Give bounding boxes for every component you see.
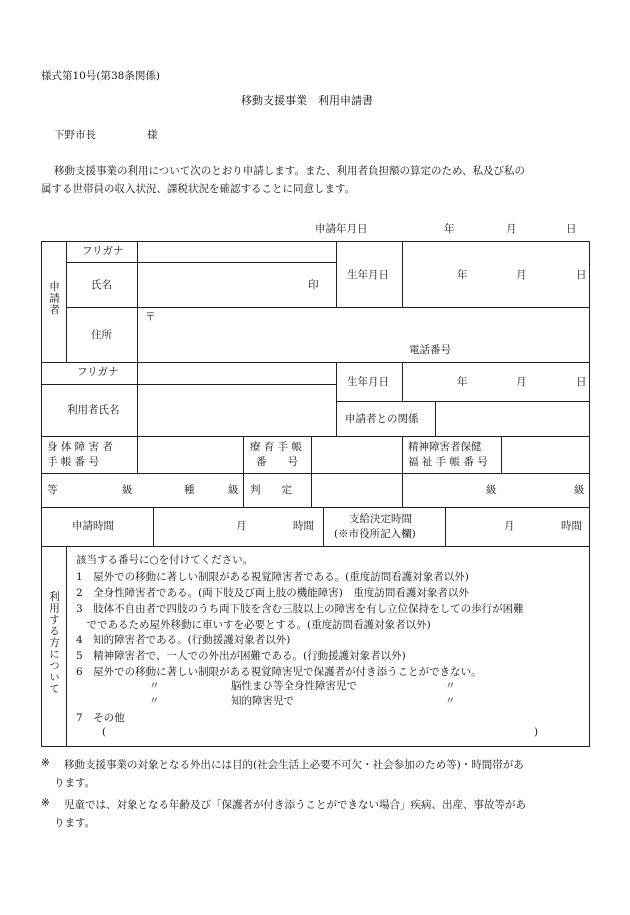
date-day-label: 日	[566, 223, 577, 235]
request-month-unit: 月	[236, 520, 247, 532]
birth-day-label: 日	[576, 269, 587, 281]
date-month-label: 月	[506, 223, 517, 235]
judgment-label: 判 定	[250, 484, 292, 496]
relation-label: 申請者との関係	[345, 413, 419, 425]
ditto-mark-a1: 〃	[149, 680, 160, 692]
user-name-label: 利用者氏名	[67, 404, 120, 416]
eligibility-item-5: 5 精神障害者で、一人での外出が困難である。(行動援護対象者以外)	[76, 650, 406, 662]
user-furigana-label: フリガナ	[77, 366, 119, 378]
mental-grade-unit-1: 級	[486, 484, 497, 496]
request-hours-unit: 時間	[293, 520, 314, 532]
eligibility-item-2: 2 全身性障害者である。(両下肢及び両上肢の機能障害) 重度訪問看護対象者以外	[76, 587, 469, 599]
grade-row-label: 等	[47, 484, 58, 496]
ditto-mark-b1: 〃	[149, 695, 160, 707]
decided-time-label: 支給決定時間	[349, 513, 412, 525]
eligibility-item-3: 3 肢体不自由者で四肢のうち両下肢を含む三肢以上の障害を有し立位保持をしての歩行が困難	[76, 603, 524, 615]
date-year-label: 年	[444, 223, 455, 235]
other-paren-open: (	[102, 726, 107, 738]
birth-year-label: 年	[457, 269, 468, 281]
phone-label: 電話番号	[409, 344, 451, 356]
name-label: 氏名	[91, 279, 112, 291]
note-2-line-1: 児童では、対象となる年齢及び「保護者が付き添うことができない場合」疾病、出産、事故等があ	[64, 799, 526, 811]
application-form	[41, 241, 590, 747]
page-title: 移動支援事業 利用申請書	[241, 94, 373, 107]
user-eligibility-section-label: 利用する方について	[48, 591, 60, 695]
birth-month-label: 月	[516, 269, 527, 281]
physical-certificate-label-1: 身 体 障 害 者	[47, 441, 113, 453]
ditto-mark-a2: 〃	[445, 680, 456, 692]
user-birth-day-label: 日	[576, 376, 587, 388]
birthdate-label: 生年月日	[347, 269, 389, 281]
seal-mark: 印	[308, 279, 319, 291]
decided-hours-unit: 時間	[561, 520, 582, 532]
note-2-line-2: ります。	[54, 817, 96, 829]
postal-mark: 〒	[145, 311, 156, 323]
honorific: 様	[147, 129, 158, 141]
intro-line-1: 移動支援事業の利用について次のとおり申請します。また、利用者負担額の算定のため、私及び私の	[54, 165, 526, 177]
form-number: 様式第10号(第38条関係)	[41, 70, 160, 82]
applicant-section-label: 申請者	[48, 281, 60, 316]
eligibility-item-3-cont: でであるため屋外移動に車いすを必要とする。(重度訪問看護対象者以外)	[76, 619, 431, 631]
decided-month-unit: 月	[504, 520, 515, 532]
note-2-mark: ※	[41, 797, 50, 809]
user-birth-month-label: 月	[516, 376, 527, 388]
note-1-line-1: 移動支援事業の対象となる外出には目的(社会生活上必要不可欠・社会参加のため等)・時間帯があ	[64, 759, 524, 771]
user-birthdate-label: 生年月日	[347, 376, 389, 388]
eligibility-item-6: 6 屋外での移動に著しい制限がある視覚障害児で保護者が付き添うことができない。	[76, 666, 482, 678]
intro-line-2: 属する世帯員の収入状況、課税状況を確認することに同意します。	[41, 183, 356, 195]
ryoiku-certificate-label-1: 療 育 手 帳	[250, 441, 303, 453]
eligibility-item-6b: 知的障害児で	[231, 695, 294, 707]
user-birth-year-label: 年	[457, 376, 468, 388]
ditto-mark-b2: 〃	[445, 695, 456, 707]
address-label: 住所	[91, 329, 112, 341]
physical-grade-unit: 級	[122, 484, 133, 496]
type-label: 種	[184, 484, 195, 496]
physical-certificate-label-2: 手 帳 番 号	[47, 456, 100, 468]
eligibility-item-1: 1 屋外での移動に著しい制限がある視覚障害者である。(重度訪問看護対象者以外)	[76, 571, 469, 583]
eligibility-item-4: 4 知的障害者である。(行動援護対象者以外)	[76, 634, 291, 646]
city-use-note: (※市役所記入欄)	[334, 528, 416, 540]
application-date-label: 申請年月日	[315, 223, 368, 235]
request-time-label: 申請時間	[72, 520, 114, 532]
eligibility-item-6a: 脳性まひ等全身性障害児で	[231, 680, 357, 692]
ryoiku-certificate-label-2: 番 号	[256, 456, 298, 468]
note-1-line-2: ります。	[54, 777, 96, 789]
mental-certificate-label-2: 福 祉 手 帳 番 号	[408, 456, 488, 468]
selection-instruction: 該当する番号に○を付けてください。	[76, 554, 254, 566]
other-paren-close: )	[534, 726, 539, 738]
mental-grade-unit-2: 級	[574, 484, 585, 496]
mental-certificate-label-1: 精神障害者保健	[408, 441, 482, 453]
note-1-mark: ※	[41, 757, 50, 769]
addressee: 下野市長	[54, 129, 96, 141]
eligibility-item-7: 7 その他	[76, 712, 125, 724]
type-grade-unit: 級	[228, 484, 239, 496]
furigana-label: フリガナ	[82, 245, 124, 257]
